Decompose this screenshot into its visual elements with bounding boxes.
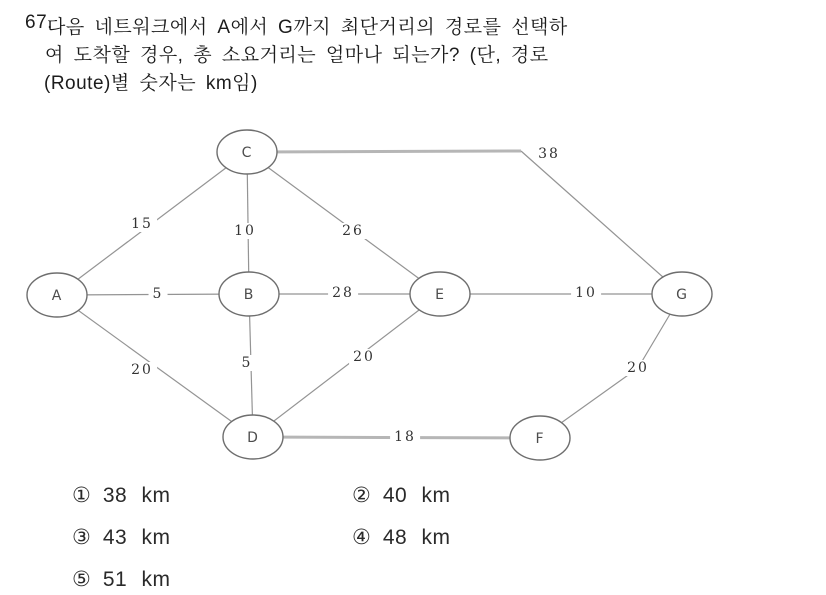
option-1-marker: ①: [72, 484, 91, 507]
edge-weight-A-C: 15: [127, 216, 157, 232]
option-4-marker: ④: [352, 526, 371, 549]
node-D-label: D: [247, 430, 259, 446]
node-G: [652, 272, 712, 316]
answer-option-2[interactable]: [352, 483, 451, 508]
node-C-label: C: [241, 145, 253, 161]
option-2-label: 40 km: [382, 484, 451, 507]
answer-option-5[interactable]: [72, 567, 171, 592]
question-text-line-3: (Route)별 숫자는 km임): [44, 73, 258, 94]
question-text-line-1: 다음 네트워크에서 A에서 G까지 최단거리의 경로를 선택하: [47, 17, 568, 38]
edge-weight-D-F: 18: [390, 429, 420, 445]
question-number: 67.: [25, 12, 53, 33]
node-B: [219, 272, 279, 316]
node-F: [510, 416, 570, 460]
option-4-label: 48 km: [382, 526, 451, 549]
edge-weight-E-G: 10: [571, 285, 601, 301]
node-A-label: A: [51, 288, 63, 304]
edge-weight-B-D: 5: [238, 355, 257, 371]
node-C: [217, 130, 277, 174]
answer-option-3[interactable]: [72, 525, 171, 550]
node-E-label: E: [435, 287, 445, 303]
edge-weight-A-D: 20: [127, 362, 157, 378]
option-5-marker: ⑤: [72, 568, 91, 591]
edge-weight-C-G: 38: [534, 146, 564, 162]
edge-weight-A-B: 5: [149, 286, 168, 302]
edge-C-G-seg0: [247, 151, 521, 152]
edge-weight-C-E: 26: [338, 223, 368, 239]
option-3-marker: ③: [72, 526, 91, 549]
edge-E-D: [253, 294, 440, 437]
edge-weight-B-E: 28: [328, 285, 358, 301]
question-text-line-2: 여 도착할 경우, 총 소요거리는 얼마나 되는가? (단, 경로: [45, 45, 549, 66]
option-1-label: 38 km: [102, 484, 171, 507]
edge-C-G-seg1: [521, 151, 682, 294]
node-F-label: F: [535, 431, 545, 447]
option-2-marker: ②: [352, 484, 371, 507]
option-5-label: 51 km: [102, 568, 171, 591]
option-3-label: 43 km: [102, 526, 171, 549]
answer-option-4[interactable]: [352, 525, 451, 550]
node-D: [223, 415, 283, 459]
node-A: [27, 273, 87, 317]
edge-weight-E-D: 20: [349, 349, 379, 365]
node-G-label: G: [676, 287, 688, 303]
answer-option-1[interactable]: [72, 483, 171, 508]
edge-weight-C-B: 10: [230, 223, 260, 239]
node-B-label: B: [243, 287, 255, 303]
edge-weight-F-G: 20: [623, 360, 653, 376]
node-E: [410, 272, 470, 316]
